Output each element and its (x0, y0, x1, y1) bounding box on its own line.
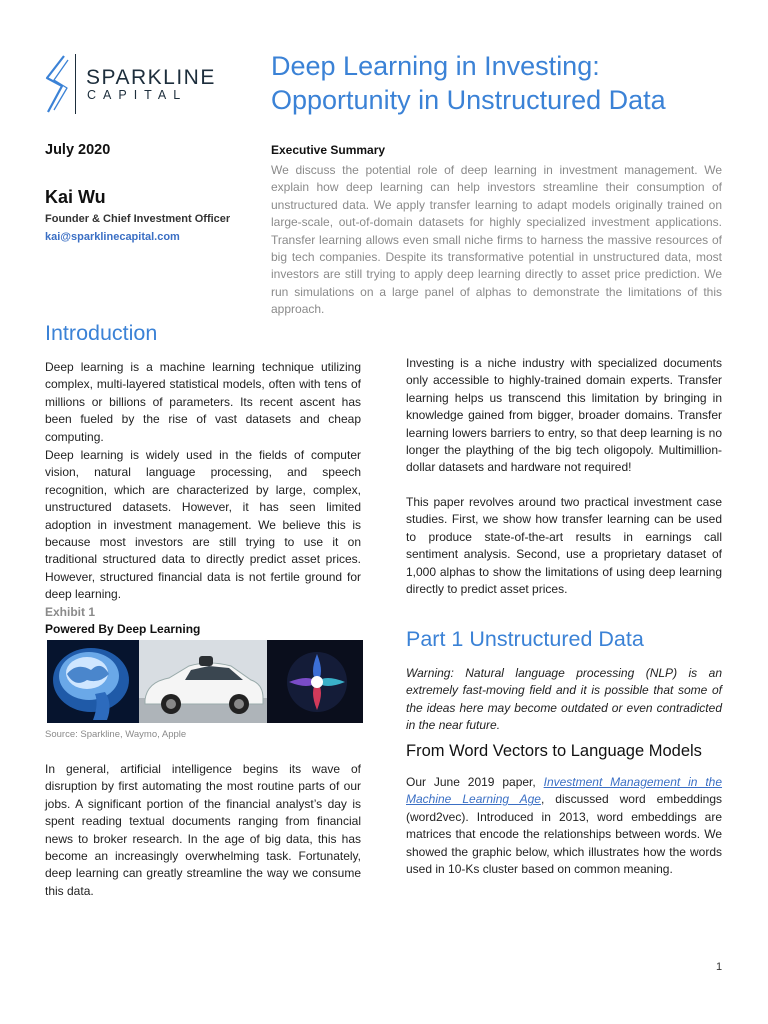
exhibit-source: Source: Sparkline, Waymo, Apple (45, 729, 187, 740)
logo-divider (75, 54, 76, 114)
paper-link[interactable]: Investment Management in the Machine Learning Age (406, 775, 723, 807)
self-driving-car-image (139, 640, 267, 723)
logo (44, 54, 219, 116)
paragraph-3-lead: Our June 2019 paper, (406, 775, 544, 789)
intro-heading: Introduction (45, 321, 158, 345)
author-role: Founder & Chief Investment Officer (45, 213, 231, 225)
page-title (271, 50, 751, 116)
title-line-2: Opportunity in Unstructured Data (271, 85, 666, 115)
part1-heading: Part 1 Unstructured Data (406, 627, 644, 651)
publish-date: July 2020 (45, 142, 111, 158)
page-number: 1 (716, 961, 723, 973)
voice-assistant-image (267, 640, 363, 723)
summary-text: We discuss the potential role of deep learning in investment management. We explain how deep learning can help investors streamline their consumption of unstructured data. We apply transfer learning to adapt models originally trained on large-scale, out-of-domain datasets for highly specialized investment applications. Transfer learning allows even small niche firms to harness the massive resources of big tech companies. Despite its transformative potential in unstructured data, most investors are still trying to apply deep learning directly to asset price prediction. We run simulations on a large panel of alphas to demonstrate the limitations of this approach. (271, 163, 722, 317)
intro-paragraph-2: Deep learning is widely used in the fields of computer vision, natural language processing, and speech recognition, which are characterized by large, complex, unstructured datasets. However, it has seen limited adoption in investment management. We believe this is because most investors are still trying to use it on traditional structured data to directly predict asset prices. However, structured financial data is not fertile ground for deep learning. (45, 448, 361, 602)
author-email[interactable]: kai@sparklinecapital.com (45, 231, 180, 243)
right-paragraph-2: This paper revolves around two practical investment case studies. First, we show how transfer learning can be used to produce state-of-the-art results in earnings call sentiment analysis. Second, use a proprietary dataset of 1,000 alphas to show the limitations of using deep learning directly to predict asset prices. (406, 495, 722, 597)
summary-heading: Executive Summary (271, 143, 386, 157)
warning-text: Warning: Natural language processing (NLP) is an extremely fast-moving field and it is possible that some of the ideas here may become outdated or even contradicted in the near future. (406, 666, 722, 733)
brain-scan-image (47, 640, 139, 723)
exhibit-label: Exhibit 1 (45, 605, 96, 619)
paragraph-3-tail: , discussed word embeddings (word2vec). Introduced in 2013, word embeddings are matrices that encode the relationships between words. We showed the graphic below, which illustrates how the words used in 10-Ks cluster based on common meaning. (406, 792, 722, 877)
right-paragraph-3 (406, 774, 722, 878)
right-paragraph-1: Investing is a niche industry with specialized documents only accessible to highly-trained domain experts. Transfer learning helps us transcend this limitation by bringing in knowledge gained from bigger, broader domains. Transfer learning lowers barriers to entry, so that deep learning is no longer the plaything of the big tech oligopoly. Multimillion-dollar datasets and hardware not required! (406, 356, 722, 475)
sparkline-logo-icon (44, 54, 70, 116)
left-paragraph-3: In general, artificial intelligence begins its wave of disruption by first automating the most routine parts of our jobs. A significant portion of the financial analyst’s day is spent reading textual documents ranging from financial news to broker research. In the age of big data, this has become an increasingly overwhelming task. Fortunately, deep learning can greatly streamline the way we consume this data. (45, 762, 361, 898)
title-line-1: Deep Learning in Investing: (271, 51, 600, 81)
logo-sub: CAPITAL (87, 88, 188, 102)
intro-paragraph-1: Deep learning is a machine learning technique utilizing complex, multi-layered statistical models, often with tens of millions or billions of parameters. Its recent ascent has been fueled by the rise of vast datasets and cheap computing. (45, 360, 361, 444)
exhibit-title: Powered By Deep Learning (45, 622, 201, 636)
subsection-heading: From Word Vectors to Language Models (406, 742, 702, 760)
logo-name: SPARKLINE (86, 66, 216, 89)
author-name: Kai Wu (45, 187, 106, 207)
exhibit-images (47, 640, 363, 723)
